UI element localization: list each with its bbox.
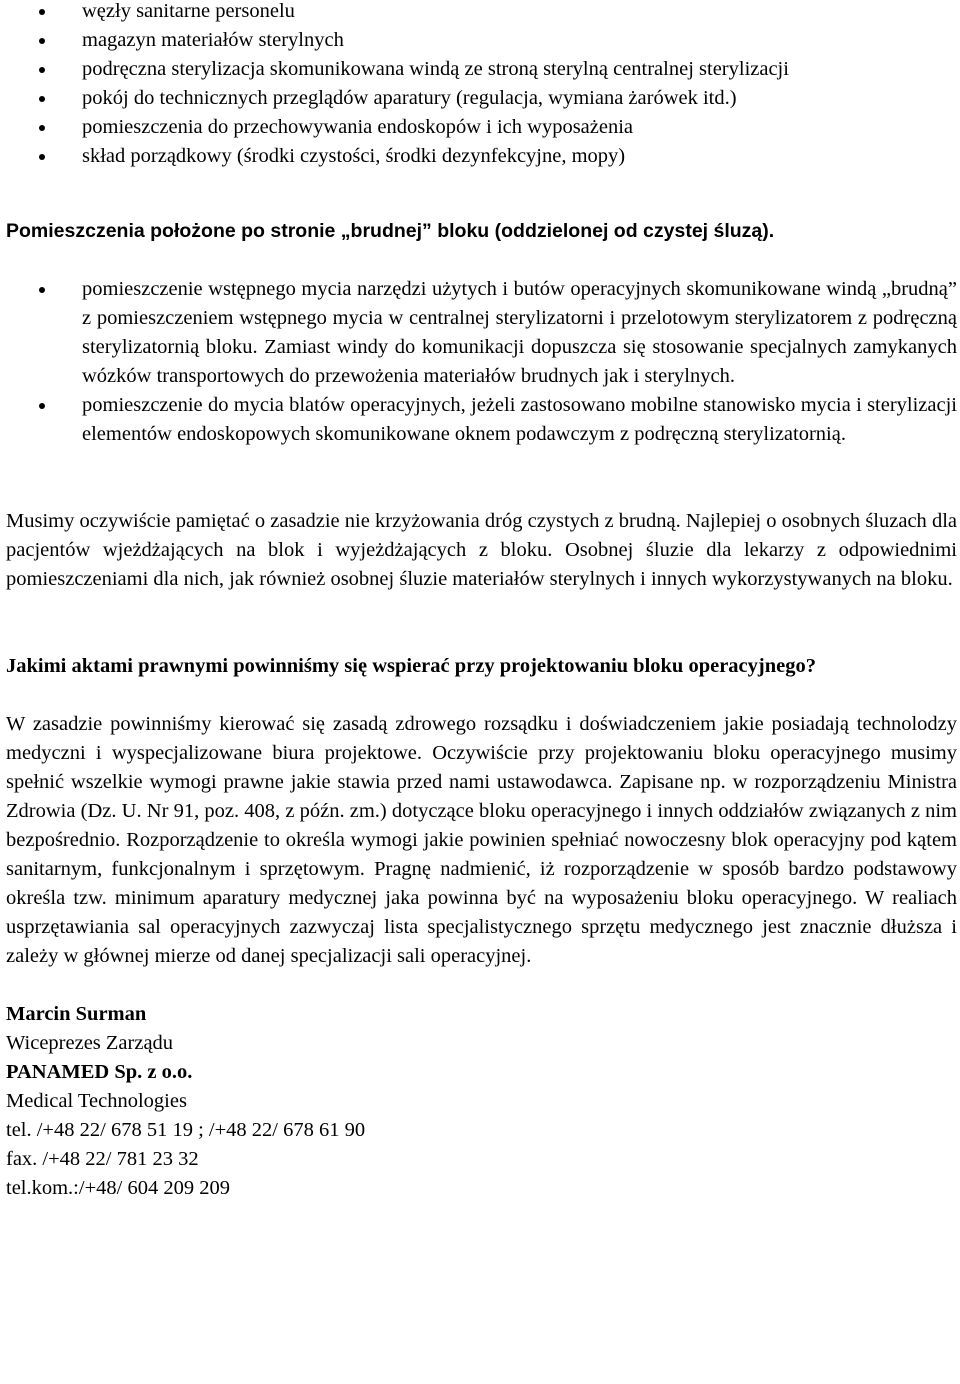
list-item: skład porządkowy (środki czystości, środki dezynfekcyjne, mopy) bbox=[6, 142, 957, 171]
paragraph-corridors: Musimy oczywiście pamiętać o zasadzie nie krzyżowania dróg czystych z brudną. Najlepiej o osobnych śluzach dla pacjentów wjeżdżających na blok i wyjeżdżających z bloku. Osobnej śluzie dla lekarzy z odpowiednimi pomieszczeniami dla nich, jak również osobnej śluzie materiałów sterylnych i innych wykorzystywanych na bloku. bbox=[6, 510, 957, 590]
list-item: węzły sanitarne personelu bbox=[6, 0, 957, 26]
room-list-clean bbox=[6, 0, 957, 171]
list-item: magazyn materiałów sterylnych bbox=[6, 26, 957, 55]
list-item: pomieszczenie do mycia blatów operacyjnych, jeżeli zastosowano mobilne stanowisko mycia i sterylizacji elementów endoskopowych skomunikowane oknem podawczym z podręczną sterylizatornią. bbox=[6, 391, 957, 449]
question-heading: Jakimi aktami prawnymi powinniśmy się wspierać przy projektowaniu bloku operacyjnego? bbox=[6, 655, 816, 677]
section-heading: Pomieszczenia położone po stronie „brudnej” bloku (oddzielonej od czystej śluzą). bbox=[6, 220, 775, 242]
list-item: pokój do technicznych przeglądów aparatury (regulacja, wymiana żarówek itd.) bbox=[6, 84, 957, 113]
signature-division: Medical Technologies bbox=[6, 1090, 187, 1112]
signature-block bbox=[6, 1000, 957, 1203]
signature-role: Wiceprezes Zarządu bbox=[6, 1032, 174, 1054]
list-item: podręczna sterylizacja skomunikowana windą ze stroną sterylną centralnej sterylizacji bbox=[6, 55, 957, 84]
room-list-dirty bbox=[6, 275, 957, 449]
signature-fax: fax. /+48 22/ 781 23 32 bbox=[6, 1148, 199, 1170]
document-page bbox=[6, 0, 957, 1203]
signature-mobile: tel.kom.:/+48/ 604 209 209 bbox=[6, 1177, 230, 1199]
paragraph-regulations: W zasadzie powinniśmy kierować się zasadą zdrowego rozsądku i doświadczeniem jakie posiadają technolodzy medyczni i wyspecjalizowane biura projektowe. Oczywiście przy projektowaniu bloku operacyjnego musimy spełnić wszelkie wymogi prawne jakie stawia przed nami ustawodawca. Zapisane np. w rozporządzeniu Ministra Zdrowia (Dz. U. Nr 91, poz. 408, z późn. zm.) dotyczące bloku operacyjnego i innych oddziałów związanych z nim bezpośrednio. Rozporządzenie to określa wymogi jakie powinien spełniać nowoczesny blok operacyjny pod kątem sanitarnym, funkcjonalnym i sprzętowym. Pragnę nadmienić, iż rozporządzenie w sposób bardzo podstawowy określa tzw. minimum aparatury medycznej jaka powinna być na wyposażeniu bloku operacyjnego. W realiach usprzętawiania sal operacyjnych zazwyczaj lista specjalistycznego sprzętu medycznego jest znacznie dłuższa i zależy w głównej mierze od danej specjalizacji sali operacyjnej. bbox=[6, 713, 957, 967]
signature-name: Marcin Surman bbox=[6, 1003, 147, 1025]
signature-phone: tel. /+48 22/ 678 51 19 ; /+48 22/ 678 61 90 bbox=[6, 1119, 366, 1141]
list-item: pomieszczenie wstępnego mycia narzędzi użytych i butów operacyjnych skomunikowane windą „brudną” z pomieszczeniem wstępnego mycia w centralnej sterylizatorni i przelotowym sterylizatorem z podręczną sterylizatornią bloku. Zamiast windy do komunikacji dopuszcza się stosowanie specjalnych zamykanych wózków transportowych do przewożenia materiałów brudnych jak i sterylnych. bbox=[6, 275, 957, 391]
signature-company: PANAMED Sp. z o.o. bbox=[6, 1061, 193, 1083]
list-item: pomieszczenia do przechowywania endoskopów i ich wyposażenia bbox=[6, 113, 957, 142]
